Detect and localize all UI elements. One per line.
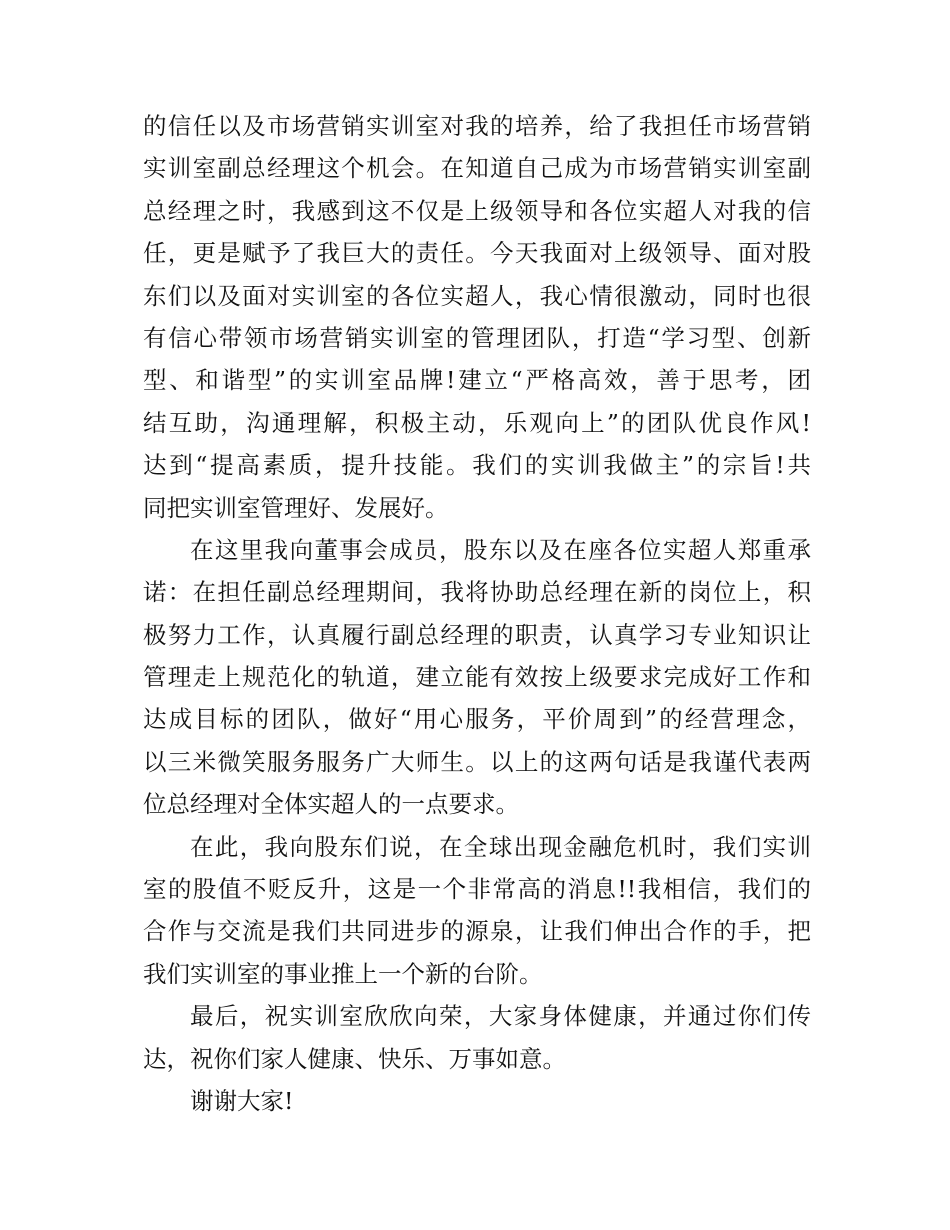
- text-line: 结互助，沟通理解，积极主动，乐观向上”的团队优良作风!: [143, 408, 811, 437]
- text-line: 实训室副总经理这个机会。在知道自己成为市场营销实训室副: [143, 154, 811, 183]
- paragraph: [143, 529, 811, 826]
- text-line: 最后，祝实训室欣欣向荣，大家身体健康，并通过你们传: [190, 1002, 811, 1031]
- text-line: 以三米微笑服务服务广大师生。以上的这两句话是我谨代表两: [143, 747, 811, 776]
- text-line: 总经理之时，我感到这不仅是上级领导和各位实超人对我的信: [143, 196, 811, 225]
- text-line: 东们以及面对实训室的各位实超人，我心情很激动，同时也很: [143, 281, 811, 310]
- text-line: 诺：在担任副总经理期间，我将协助总经理在新的岗位上，积: [143, 578, 811, 607]
- text-line: 达，祝你们家人健康、快乐、万事如意。: [143, 1044, 566, 1073]
- paragraph: [143, 105, 811, 529]
- text-line: 合作与交流是我们共同进步的源泉，让我们伸出合作的手，把: [143, 917, 811, 946]
- text-line: 在这里我向董事会成员，股东以及在座各位实超人郑重承: [190, 535, 811, 564]
- paragraph: [143, 826, 811, 996]
- closing-line: 谢谢大家!: [190, 1086, 294, 1115]
- text-line: 任，更是赋予了我巨大的责任。今天我面对上级领导、面对股: [143, 239, 811, 268]
- paragraph: [143, 1080, 811, 1122]
- text-line: 极努力工作，认真履行副总经理的职责，认真学习专业知识让: [143, 620, 811, 649]
- text-line: 达成目标的团队，做好“用心服务，平价周到”的经营理念，: [143, 705, 811, 734]
- text-line: 室的股值不贬反升，这是一个非常高的消息!!我相信，我们的: [143, 875, 811, 904]
- text-line: 管理走上规范化的轨道，建立能有效按上级要求完成好工作和: [143, 663, 811, 692]
- text-line: 我们实训室的事业推上一个新的台阶。: [143, 959, 543, 988]
- text-line: 在此，我向股东们说，在全球出现金融危机时，我们实训: [190, 832, 811, 861]
- text-line: 同把实训室管理好、发展好。: [143, 493, 449, 522]
- text-line: 达到“提高素质，提升技能。我们的实训我做主”的宗旨!共: [143, 451, 811, 480]
- text-line: 有信心带领市场营销实训室的管理团队，打造“学习型、创新: [143, 323, 811, 352]
- text-line: 位总经理对全体实超人的一点要求。: [143, 790, 519, 819]
- text-line: 的信任以及市场营销实训室对我的培养，给了我担任市场营销: [143, 112, 811, 140]
- text-line: 型、和谐型”的实训室品牌!建立“严格高效，善于思考，团: [143, 366, 811, 395]
- document-body: [143, 105, 811, 1122]
- paragraph: [143, 995, 811, 1080]
